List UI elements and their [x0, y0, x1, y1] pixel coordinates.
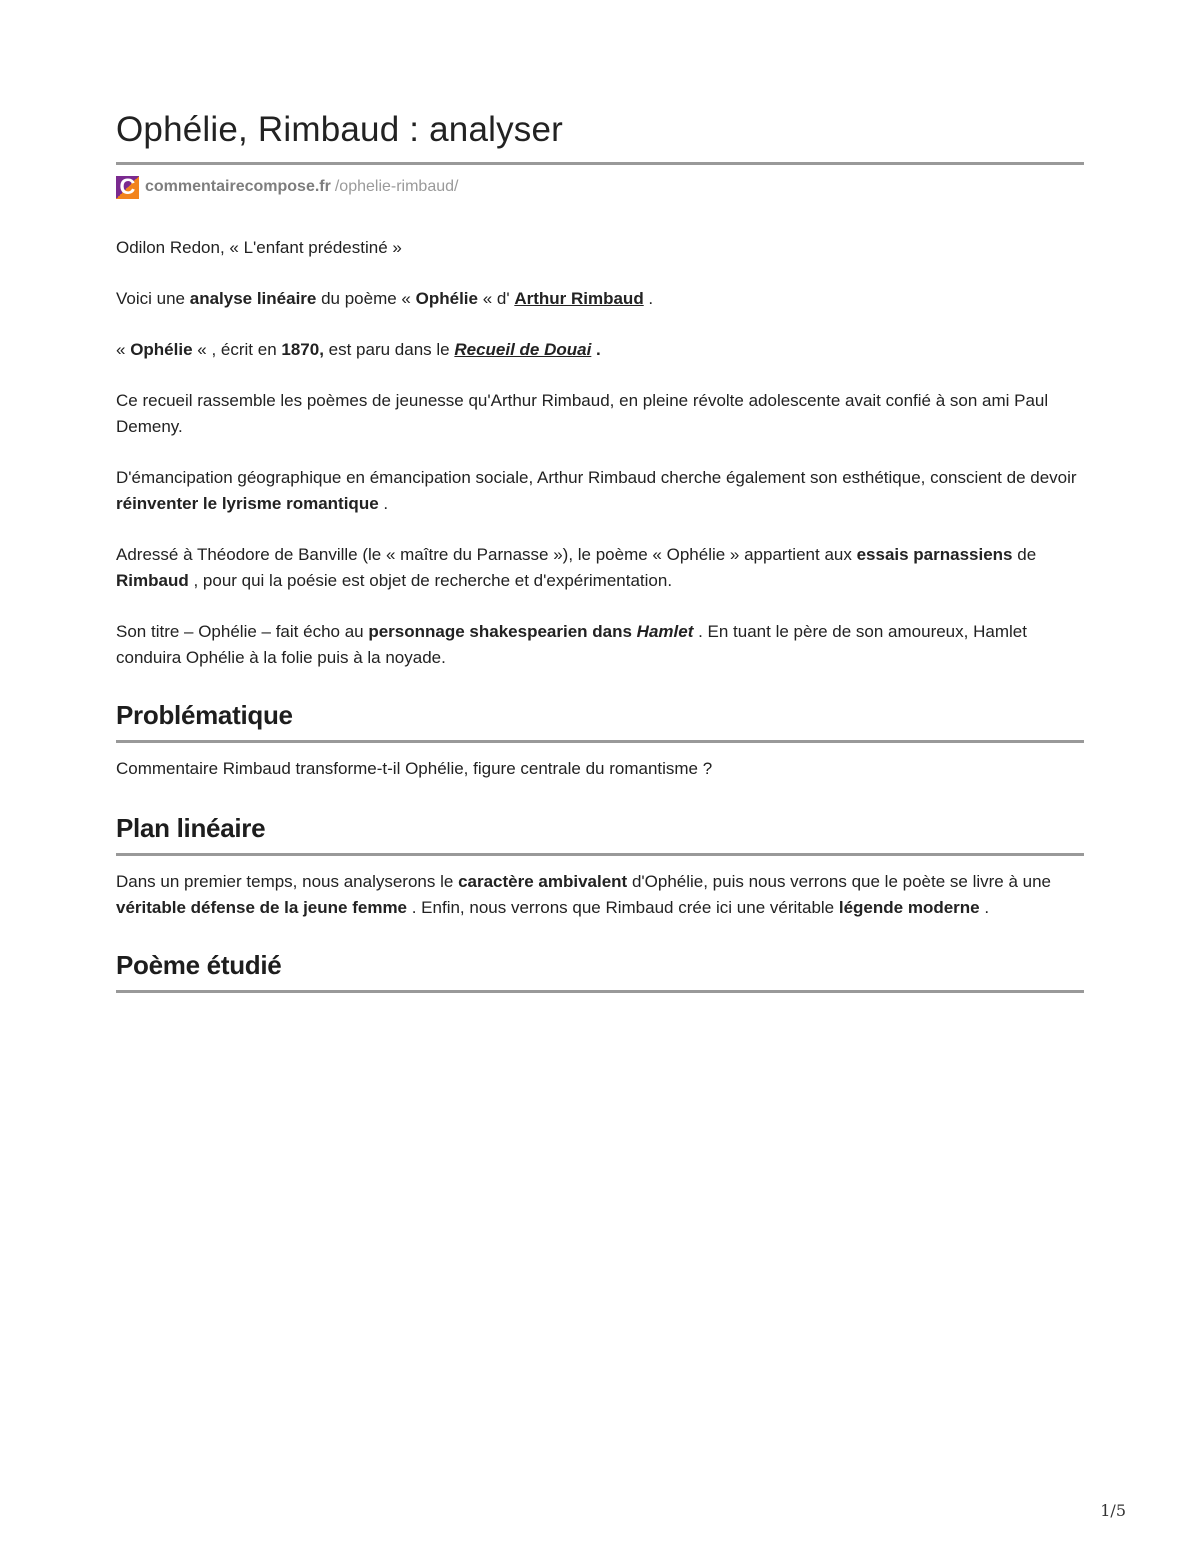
- bold-text: 1870,: [281, 340, 324, 359]
- text: «: [116, 340, 131, 359]
- text: est paru dans le: [323, 340, 455, 359]
- text: du poème «: [316, 289, 416, 308]
- text: .: [643, 289, 654, 308]
- source-domain[interactable]: commentairecompose.fr: [145, 178, 331, 195]
- text: d'Ophélie, puis nous verrons que le poète se livre à une: [627, 872, 1052, 891]
- section-divider: [116, 990, 1084, 993]
- intro-paragraph-1: [116, 286, 1084, 312]
- bold-text: caractère ambivalent: [458, 872, 628, 891]
- arthur-rimbaud-link[interactable]: Arthur Rimbaud: [514, 289, 644, 308]
- article: [116, 108, 1084, 993]
- bold-text: Ophélie: [415, 289, 478, 308]
- bold-text: analyse linéaire: [189, 289, 317, 308]
- problematique-text: Commentaire Rimbaud transforme-t-il Ophélie, figure centrale du romantisme ?: [116, 759, 713, 778]
- page-title: Ophélie, Rimbaud : analyser: [116, 110, 564, 149]
- text: . En tuant le père de son amoureux, Hamlet conduira Ophélie à la folie puis à la noyade.: [116, 622, 1027, 667]
- source-path: /ophelie-rimbaud/: [334, 178, 459, 195]
- text: , pour qui la poésie est objet de recherche et d'expérimentation.: [188, 571, 673, 590]
- bold-text: légende moderne: [838, 898, 980, 917]
- bold-text: Rimbaud: [116, 571, 189, 590]
- bold-text: personnage shakespearien dans: [368, 622, 637, 641]
- plan-text: [116, 869, 1084, 921]
- bold-text: .: [591, 340, 601, 359]
- text: D'émancipation géographique en émancipation sociale, Arthur Rimbaud cherche également son esthétique, conscient de devoir: [116, 468, 1077, 487]
- title-divider: [116, 162, 1084, 165]
- text: Voici une: [116, 289, 190, 308]
- intro-paragraph-6: [116, 619, 1084, 671]
- bold-italic-text: Hamlet: [636, 622, 694, 641]
- intro-paragraph-4: [116, 465, 1084, 517]
- text: .: [378, 494, 389, 513]
- source-line: [116, 175, 1084, 199]
- heading-poeme-etudie: Poème étudié: [116, 950, 282, 980]
- text: Son titre – Ophélie – fait écho au: [116, 622, 369, 641]
- site-logo-letter: C: [119, 173, 136, 199]
- section-divider: [116, 853, 1084, 856]
- page-number: 1/5: [1100, 1501, 1126, 1520]
- heading-problematique: Problématique: [116, 700, 293, 730]
- intro-paragraph-5: [116, 542, 1084, 594]
- bold-text: Ophélie: [130, 340, 193, 359]
- image-caption: Odilon Redon, « L'enfant prédestiné »: [116, 238, 402, 257]
- intro-paragraph-3: Ce recueil rassemble les poèmes de jeunesse qu'Arthur Rimbaud, en pleine révolte adolescente avait confié à son ami Paul Demeny.: [116, 391, 1049, 436]
- text: Dans un premier temps, nous analyserons le: [116, 872, 459, 891]
- bold-text: véritable défense de la jeune femme: [116, 898, 408, 917]
- heading-plan-lineaire: Plan linéaire: [116, 813, 266, 843]
- text: de: [1012, 545, 1037, 564]
- site-logo-icon: [116, 173, 139, 199]
- recueil-de-douai-link[interactable]: Recueil de Douai: [454, 340, 592, 359]
- text: Adressé à Théodore de Banville (le « maître du Parnasse »), le poème « Ophélie » appartient aux: [116, 545, 857, 564]
- text: « d': [477, 289, 515, 308]
- intro-paragraph-2: [116, 337, 1084, 363]
- section-divider: [116, 740, 1084, 743]
- text: « , écrit en: [192, 340, 282, 359]
- text: .: [979, 898, 990, 917]
- bold-text: essais parnassiens: [856, 545, 1013, 564]
- bold-text: réinventer le lyrisme romantique: [116, 494, 379, 513]
- text: . Enfin, nous verrons que Rimbaud crée ici une véritable: [407, 898, 839, 917]
